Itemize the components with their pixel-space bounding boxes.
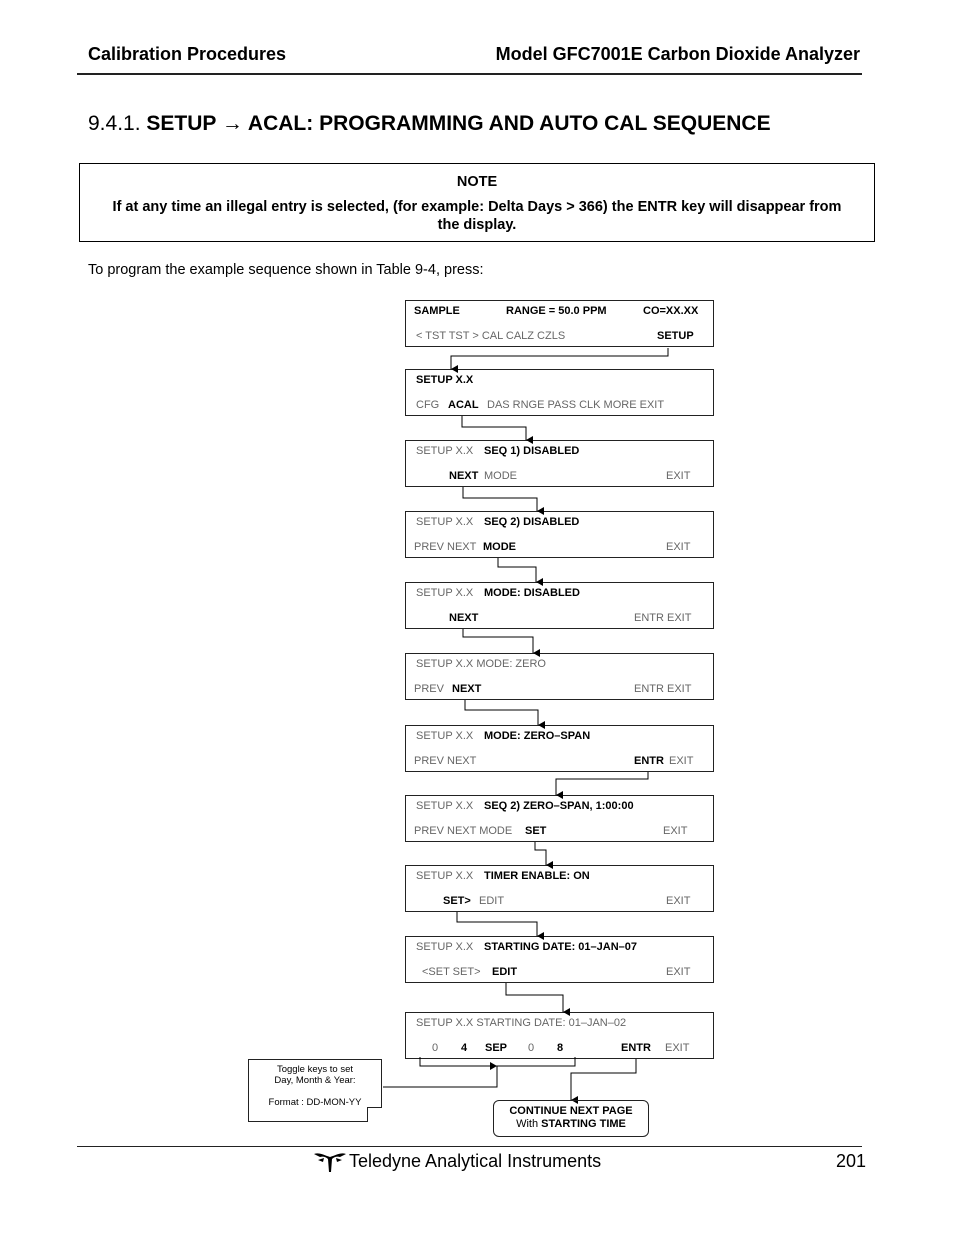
screen-keys: SEP [485, 1042, 508, 1054]
screen-keys: < TST TST > CAL CALZ CZLS [416, 330, 566, 342]
screen-keys: CFG [416, 399, 440, 411]
intro-text: To program the example sequence shown in Table 9-4, press: [88, 262, 484, 278]
arrow-8 [535, 842, 546, 865]
screen-message: SETUP X.X [416, 730, 474, 742]
screen-message: SETUP X.X STARTING DATE: 01–JAN–02 [416, 1017, 627, 1029]
screen-keys: EXIT [666, 966, 691, 978]
section-number: 9.4.1. [88, 112, 141, 135]
note-body: If at any time an illegal entry is selected, (for example: Delta Days > 366) the ENTR key will disappear from the display. [112, 199, 842, 233]
screen-keys: EXIT [669, 755, 694, 767]
screen-keys: EXIT [666, 541, 691, 553]
screen-keys: SETUP [657, 330, 694, 342]
screen-keys: PREV NEXT [414, 541, 477, 553]
screen-message: SEQ 1) DISABLED [484, 445, 580, 457]
screen-keys: MODE [483, 541, 516, 553]
toggle-keys-callout [248, 1059, 382, 1122]
screen-message: SETUP X.X [416, 800, 474, 812]
screen-keys: 0 [432, 1042, 439, 1054]
screen-keys: 4 [461, 1042, 468, 1054]
footer-company: Teledyne Analytical Instruments [349, 1151, 602, 1171]
screen-keys: EXIT [666, 895, 691, 907]
screen-message: MODE: ZERO–SPAN [484, 730, 591, 742]
screen-keys: EXIT [663, 825, 688, 837]
screen-message: SETUP X.X [416, 870, 474, 882]
screen-keys: EDIT [479, 895, 505, 907]
screen-message: RANGE = 50.0 PPM [506, 305, 607, 317]
arrow-7 [556, 772, 648, 795]
arrow-10 [506, 983, 563, 1012]
arrow-6 [465, 700, 538, 725]
screen-keys: SET [525, 825, 547, 837]
screen-keys: ENTR EXIT [634, 612, 692, 624]
screen-message: SETUP X.X [416, 941, 474, 953]
screen-keys: ENTR [634, 755, 664, 767]
section-title: SETUP → ACAL: PROGRAMMING AND AUTO CAL SEQUENCE [146, 112, 771, 135]
screen-message: MODE: DISABLED [484, 587, 580, 599]
teledyne-logo-icon [313, 1151, 347, 1173]
screen-message: STARTING DATE: 01–JAN–07 [484, 941, 638, 953]
header-left: Calibration Procedures [88, 44, 287, 64]
screen-message: SEQ 2) DISABLED [484, 516, 580, 528]
arrow-5 [463, 629, 533, 653]
callout-folded-corner [367, 1107, 382, 1122]
callout-line-2: Day, Month & Year: [274, 1075, 356, 1086]
screen-message: SETUP X.X [416, 587, 474, 599]
arrow-9 [457, 912, 537, 936]
screen-keys: MODE [484, 470, 517, 482]
continue-line-2-prefix: With [516, 1118, 542, 1130]
screen-keys: PREV [414, 683, 444, 695]
screen-keys: <SET SET> [422, 966, 481, 978]
screen-keys: ACAL [448, 399, 479, 411]
screen-keys: 0 [528, 1042, 535, 1054]
screen-keys: ENTR [621, 1042, 651, 1054]
arrow-toggle-pointer [383, 1066, 497, 1087]
screen-keys: EXIT [665, 1042, 690, 1054]
screen-message: SETUP X.X [416, 374, 474, 386]
screen-keys: NEXT [449, 470, 479, 482]
note-title: NOTE [456, 174, 498, 190]
screen-message: SAMPLE [414, 305, 460, 317]
screen-keys: NEXT [449, 612, 479, 624]
screen-keys: SET> [443, 895, 471, 907]
screen-message: CO=XX.XX [643, 305, 699, 317]
header-right: Model GFC7001E Carbon Dioxide Analyzer [495, 44, 860, 64]
screen-keys: 8 [557, 1042, 564, 1054]
screen-keys: EXIT [666, 470, 691, 482]
footer-rule [77, 1146, 862, 1147]
continue-line-2-bold: STARTING TIME [541, 1118, 626, 1130]
screen-keys: ENTR EXIT [634, 683, 692, 695]
arrow-4 [498, 558, 536, 582]
screen-keys: EDIT [492, 966, 518, 978]
page-number: 201 [835, 1151, 866, 1171]
screen-message: SETUP X.X [416, 445, 474, 457]
screen-message: TIMER ENABLE: ON [484, 870, 590, 882]
screen-keys: DAS RNGE PASS CLK MORE EXIT [487, 399, 665, 411]
arrow-1 [451, 348, 668, 369]
screen-keys: PREV NEXT [414, 755, 477, 767]
arrow-2 [462, 416, 526, 440]
continue-next-page-box [493, 1100, 649, 1137]
arrow-continue [571, 1059, 636, 1100]
screen-keys: PREV NEXT MODE [414, 825, 513, 837]
screen-message: SETUP X.X [416, 516, 474, 528]
screen-keys: NEXT [452, 683, 482, 695]
arrow-3 [463, 487, 537, 511]
callout-line-1: Toggle keys to set [276, 1064, 354, 1075]
screen-message: SEQ 2) ZERO–SPAN, 1:00:00 [484, 800, 634, 812]
continue-line-1: CONTINUE NEXT PAGE [509, 1105, 633, 1117]
arrow-toggle-bracket [420, 1057, 575, 1066]
callout-line-3: Format : DD-MON-YY [268, 1097, 362, 1108]
screen-message: SETUP X.X MODE: ZERO [416, 658, 546, 670]
